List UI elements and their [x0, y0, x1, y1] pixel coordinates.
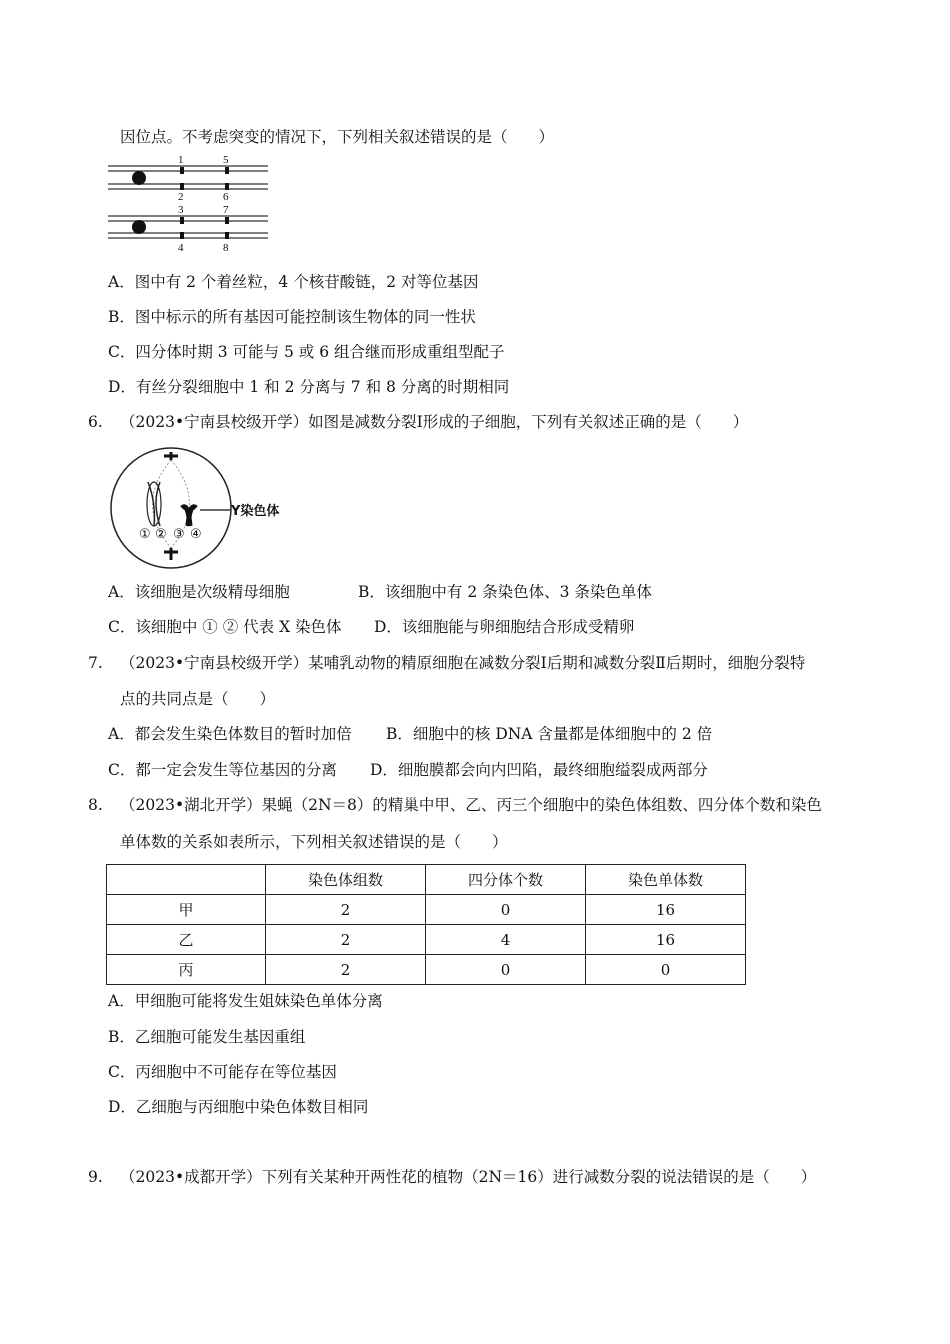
q7-option-d: D．细胞膜都会向内凹陷，最终细胞缢裂成两部分: [370, 761, 708, 779]
q6-option-c: C．该细胞中 ① ② 代表 X 染色体: [108, 618, 342, 636]
gene-locus-6: [225, 183, 229, 190]
q6-stem: （2023•宁南县校级开学）如图是减数分裂Ⅰ形成的子细胞，下列有关叙述正确的是（ ）: [120, 413, 749, 431]
gene-locus-5: [225, 167, 229, 174]
gene-locus-3: [180, 217, 184, 224]
chromosome-x: [148, 482, 160, 526]
q6-option-d: D．该细胞能与卵细胞结合形成受精卵: [374, 618, 635, 636]
chromosome-gene-diagram: [104, 154, 274, 258]
q7-option-a: A．都会发生染色体数目的暂时加倍: [108, 725, 352, 743]
table-cell: 2: [266, 925, 426, 955]
q7-stem-line2: 点的共同点是（ ）: [120, 690, 276, 708]
q5-option-b: B．图中标示的所有基因可能控制该生物体的同一性状: [108, 308, 476, 326]
centromere-dot: [132, 171, 146, 185]
table-row: [107, 955, 746, 985]
label-4: 4: [178, 242, 184, 254]
gene-locus-4: [180, 232, 184, 239]
table-row: [107, 895, 746, 925]
gene-locus-1: [180, 167, 184, 174]
spindle-pole-top: [164, 452, 178, 460]
q8-number: 8.: [88, 796, 103, 814]
num-4: ④: [190, 527, 202, 542]
table-cell: 丙: [107, 955, 266, 985]
table-header-cell: 四分体个数: [426, 865, 586, 895]
table-cell: 16: [586, 895, 746, 925]
cell-division-diagram: [104, 444, 304, 574]
q7-option-c: C．都一定会发生等位基因的分离: [108, 761, 337, 779]
num-1: ①: [139, 527, 151, 542]
table-header-cell: 染色单体数: [586, 865, 746, 895]
q6-option-b: B．该细胞中有 2 条染色体、3 条染色单体: [358, 583, 652, 601]
label-5: 5: [223, 154, 229, 166]
cell-data-table: [106, 864, 746, 985]
table-header-cell: 染色体组数: [266, 865, 426, 895]
num-3: ③: [173, 527, 185, 542]
table-cell: 2: [266, 955, 426, 985]
centromere-dot: [132, 220, 146, 234]
table-row: [107, 925, 746, 955]
q6-option-a: A．该细胞是次级精母细胞: [108, 583, 290, 601]
label-8: 8: [223, 242, 229, 254]
table-cell: 0: [426, 955, 586, 985]
q8-option-a: A．甲细胞可能将发生姐妹染色单体分离: [108, 992, 383, 1010]
gene-locus-2: [180, 183, 184, 190]
label-1: 1: [178, 154, 184, 166]
q8-stem-line1: （2023•湖北开学）果蝇（2N＝8）的精巢中甲、乙、丙三个细胞中的染色体组数、四分体个数和染色: [120, 796, 822, 814]
q5-option-a: A．图中有 2 个着丝粒，4 个核苷酸链，2 对等位基因: [108, 273, 479, 291]
q7-option-b: B．细胞中的核 DNA 含量都是体细胞中的 2 倍: [386, 725, 713, 743]
q7-stem-line1: （2023•宁南县校级开学）某哺乳动物的精原细胞在减数分裂Ⅰ后期和减数分裂Ⅱ后期时，细胞分裂特: [120, 654, 806, 672]
q6-number: 6.: [88, 413, 103, 431]
table-header-row: [107, 865, 746, 895]
num-2: ②: [155, 527, 167, 542]
label-3: 3: [178, 204, 184, 216]
q8-option-c: C．丙细胞中不可能存在等位基因: [108, 1063, 337, 1081]
table-cell: 0: [586, 955, 746, 985]
y-chromosome-label: Y染色体: [231, 504, 280, 519]
gene-locus-8: [225, 232, 229, 239]
q5-stem-tail: 因位点。不考虑突变的情况下，下列相关叙述错误的是（ ）: [120, 128, 555, 146]
label-6: 6: [223, 191, 229, 203]
q8-option-d: D．乙细胞与丙细胞中染色体数目相同: [108, 1098, 369, 1116]
q7-number: 7.: [88, 654, 103, 672]
table-cell: 甲: [107, 895, 266, 925]
table-cell: 16: [586, 925, 746, 955]
table-header-cell: [107, 865, 266, 895]
q8-option-b: B．乙细胞可能发生基因重组: [108, 1028, 306, 1046]
q5-option-c: C．四分体时期 3 可能与 5 或 6 组合继而形成重组型配子: [108, 343, 505, 361]
q8-stem-line2: 单体数的关系如表所示，下列相关叙述错误的是（ ）: [120, 833, 508, 851]
table-cell: 0: [426, 895, 586, 925]
table-cell: 2: [266, 895, 426, 925]
spindle-pole-bottom: [164, 548, 178, 560]
q9-stem: （2023•成都开学）下列有关某种开两性花的植物（2N＝16）进行减数分裂的说法错误的是（ ）: [120, 1168, 817, 1186]
table-cell: 4: [426, 925, 586, 955]
label-7: 7: [223, 204, 229, 216]
label-2: 2: [178, 191, 184, 203]
q9-number: 9.: [88, 1168, 103, 1186]
gene-locus-7: [225, 217, 229, 224]
q5-option-d: D．有丝分裂细胞中 1 和 2 分离与 7 和 8 分离的时期相同: [108, 378, 510, 396]
table-cell: 乙: [107, 925, 266, 955]
